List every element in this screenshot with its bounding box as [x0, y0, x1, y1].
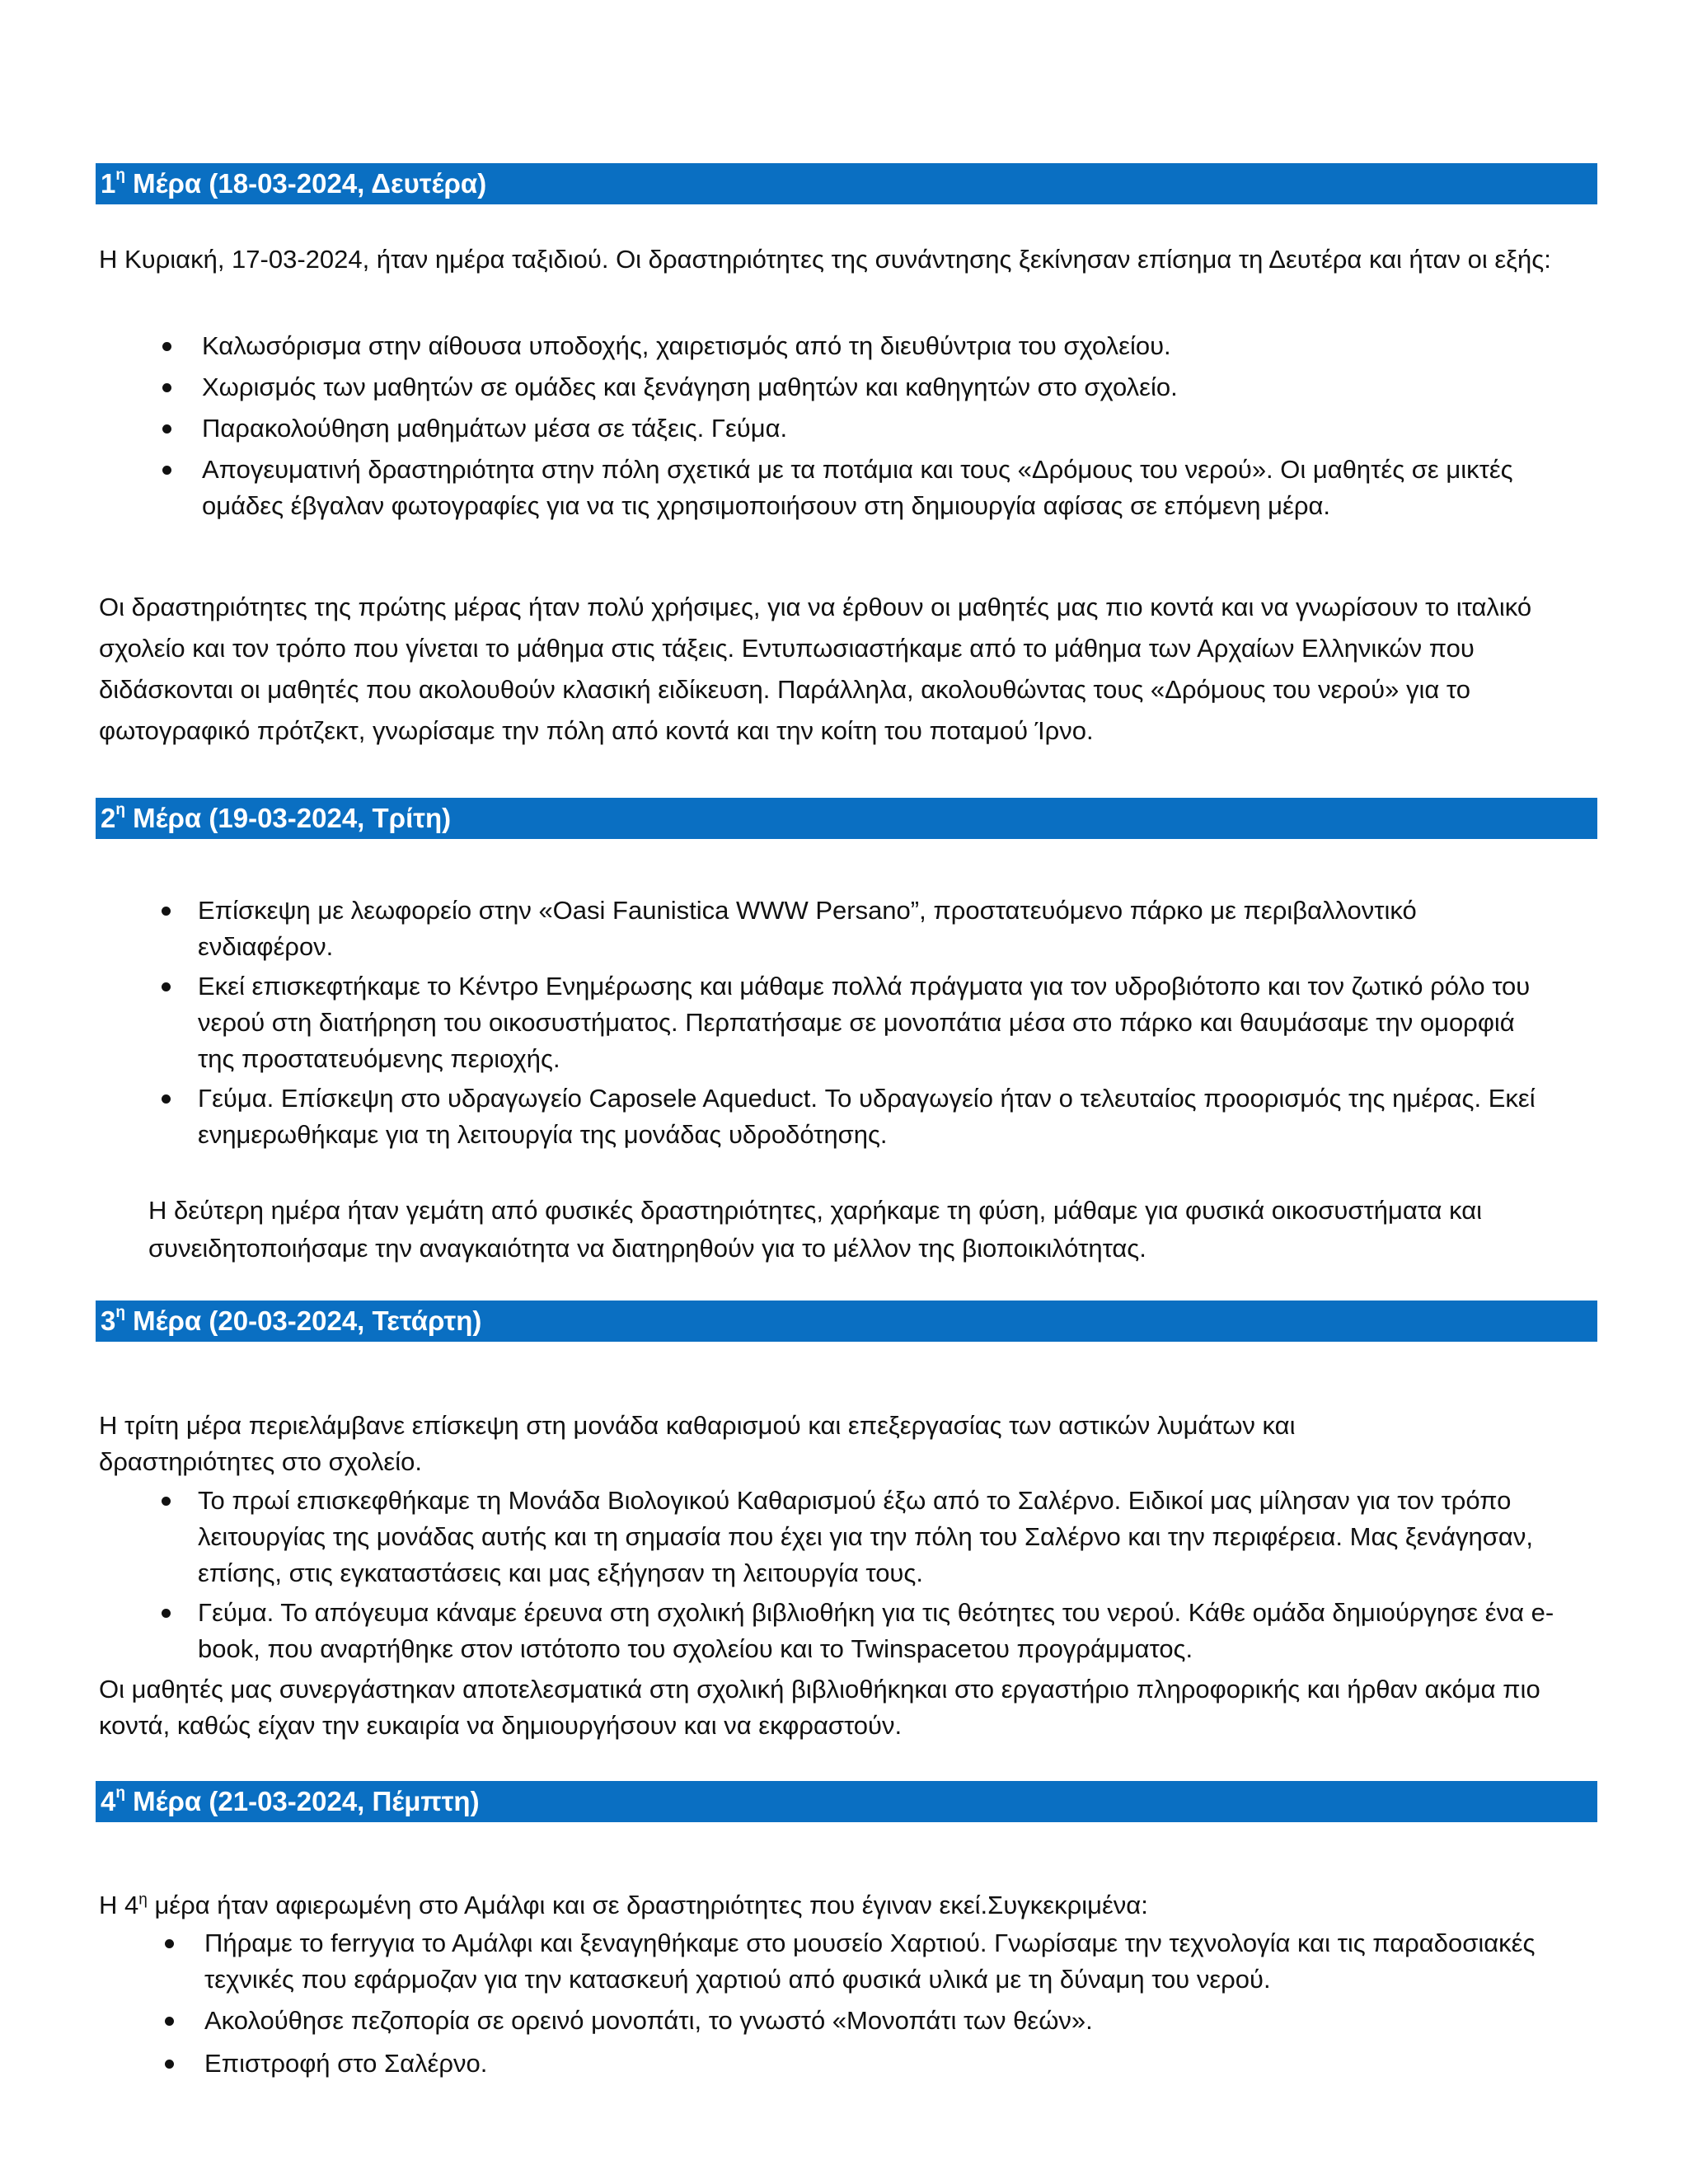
list-item-text: Απογευματινή δραστηριότητα στην πόλη σχετικά με τα ποτάμια και τους «Δρόμους του νερού». Οι μαθητές σε μικτές ομάδες έβγαλαν φωτογραφίες για να τις χρησιμοποιήσουν στη δημιουργία αφίσας σε επόμενη μέρα. [202, 455, 1513, 520]
day-1-intro: Η Κυριακή, 17-03-2024, ήταν ημέρα ταξιδιού. Οι δραστηριότητες της συνάντησης ξεκίνησαν επίσημα τη Δευτέρα και ήταν οι εξής: [99, 245, 1551, 274]
day-3-intro: Η τρίτη μέρα περιελάμβανε επίσκεψη στη μονάδα καθαρισμού και επεξεργασίας των αστικών λυμάτων και δραστηριότητες στο σχολείο. [99, 1411, 1296, 1476]
list-item-text: Εκεί επισκεφτήκαμε το Κέντρο Ενημέρωσης και μάθαμε πολλά πράγματα για τον υδροβιότοπο και τον ζωτικό ρόλο του νερού στη διατήρηση του οικοσυστήματος. Περπατήσαμε σε μονοπάτια μέσα στο πάρκο και θαυμάσαμε την ομορφιά της προστατευόμενης περιοχής. [198, 972, 1531, 1073]
bullet-dot [165, 2017, 174, 2026]
bullet-dot [162, 907, 171, 916]
list-item-text: Το πρωί επισκεφθήκαμε τη Μονάδα Βιολογικού Καθαρισμού έξω από το Σαλέρνο. Ειδικοί μας μίλησαν για τον τρόπο λειτουργίας της μονάδας αυτής και τη σημασία που έχει για την πόλη του Σαλέρνο και την περιφέρεια. Μας ξενάγησαν, επίσης, στις εγκαταστάσεις και μας εξήγησαν τη λειτουργία τους. [198, 1486, 1533, 1587]
list-item-text: Επίσκεψη με λεωφορείο στην «Oasi Faunistica WWW Persano”, προστατευόμενο πάρκο με περιβαλλοντικό ενδιαφέρον. [198, 896, 1417, 961]
day-2-heading-text: Μέρα (19-03-2024, Τρίτη) [124, 803, 452, 833]
day-4-intro [99, 1887, 1582, 1924]
day-2-bullet-list [198, 893, 1558, 1153]
list-item [198, 893, 1558, 965]
day-4-intro-rest: μέρα ήταν αφιερωμένη στο Αμάλφι και σε δραστηριότητες που έγιναν εκεί.Συγκεκριμένα: [147, 1891, 1148, 1919]
list-item [202, 328, 1587, 364]
bullet-dot [162, 342, 171, 351]
day-1-heading-text: Μέρα (18-03-2024, Δευτέρα) [124, 168, 487, 199]
list-item-text: Γεύμα. Επίσκεψη στο υδραγωγείο Caposele Aqueduct. Το υδραγωγείο ήταν ο τελευταίος προορισμός της ημέρας. Εκεί ενημερωθήκαμε για τη λειτουργία της μονάδας υδροδότησης. [198, 1084, 1536, 1149]
list-item-text: Καλωσόρισμα στην αίθουσα υποδοχής, χαιρετισμός από τη διευθύντρια του σχολείου. [202, 331, 1171, 360]
bullet-dot [162, 383, 171, 392]
day-1-ordinal: η [115, 166, 125, 184]
day-2-number: 2 [101, 803, 116, 833]
day-4-heading-text: Μέρα (21-03-2024, Πέμπτη) [124, 1786, 480, 1816]
list-item [202, 410, 1587, 447]
list-item [204, 2046, 1597, 2082]
day-4-intro-start: Η 4 [99, 1891, 139, 1919]
day-3-number: 3 [101, 1305, 116, 1336]
list-item [202, 452, 1587, 524]
day-3-heading [96, 1301, 1597, 1342]
day-4-ordinal: η [115, 1784, 125, 1802]
list-item-text: Παρακολούθηση μαθημάτων μέσα σε τάξεις. Γεύμα. [202, 414, 788, 443]
list-item [198, 968, 1558, 1077]
list-item [204, 2003, 1597, 2039]
bullet-dot [165, 2060, 174, 2069]
day-4-heading [96, 1781, 1597, 1822]
day-4-number: 4 [101, 1786, 116, 1816]
day-3-heading-text: Μέρα (20-03-2024, Τετάρτη) [124, 1305, 482, 1336]
list-item [202, 369, 1587, 405]
day-4-intro-ordinal: η [138, 1891, 148, 1909]
day-2-heading [96, 798, 1597, 839]
bullet-dot [165, 1939, 174, 1948]
list-item-text: Γεύμα. Το απόγευμα κάναμε έρευνα στη σχολική βιβλιοθήκη για τις θεότητες του νερού. Κάθε ομάδα δημιούργησε ένα e-book, που αναρτήθηκε στον ιστότοπο του σχολείου και το Twinspaceτου προγράμματος. [198, 1598, 1554, 1663]
bullet-dot [162, 466, 171, 475]
day-1-number: 1 [101, 168, 116, 199]
list-item [204, 1925, 1597, 1998]
bullet-dot [162, 1094, 171, 1104]
day-3-bullet-list [198, 1483, 1591, 1667]
list-item [198, 1595, 1591, 1667]
list-item [198, 1483, 1591, 1591]
bullet-dot [162, 424, 171, 434]
day-3-summary: Οι μαθητές μας συνεργάστηκαν αποτελεσματικά στη σχολική βιβλιοθήκηκαι στο εργαστήριο πληροφορικής και ήρθαν ακόμα πιο κοντά, καθώς είχαν την ευκαιρία να δημιουργήσουν και να εκφραστούν. [99, 1675, 1540, 1740]
list-item [198, 1080, 1558, 1153]
day-2-summary: Η δεύτερη ημέρα ήταν γεμάτη από φυσικές δραστηριότητες, χαρήκαμε τη φύση, μάθαμε για φυσικά οικοσυστήματα και συνειδητοποιήσαμε την αναγκαιότητα να διατηρηθούν για το μέλλον της βιοποικιλότητας. [148, 1196, 1483, 1263]
bullet-dot [162, 1497, 171, 1506]
day-4-bullet-list [204, 1925, 1597, 2082]
bullet-dot [162, 1609, 171, 1618]
list-item-text: Χωρισμός των μαθητών σε ομάδες και ξενάγηση μαθητών και καθηγητών στο σχολείο. [202, 373, 1178, 401]
day-1-heading [96, 163, 1597, 204]
day-1-summary: Οι δραστηριότητες της πρώτης μέρας ήταν πολύ χρήσιμες, για να έρθουν οι μαθητές μας πιο κοντά και να γνωρίσουν το ιταλικό σχολείο και τον τρόπο που γίνεται το μάθημα στις τάξεις. Εντυπωσιαστήκαμε από το μάθημα των Αρχαίων Ελληνικών που διδάσκονται οι μαθητές που ακολουθούν κλασική ειδίκευση. Παράλληλα, ακολουθώντας τους «Δρόμους του νερού» για το φωτογραφικό πρότζεκτ, γνωρίσαμε την πόλη από κοντά και την κοίτη του ποταμού Ίρνο. [99, 593, 1532, 745]
list-item-text: Πήραμε το ferryγια το Αμάλφι και ξεναγηθήκαμε στο μουσείο Χαρτιού. Γνωρίσαμε την τεχνολογία και τις παραδοσιακές τεχνικές που εφάρμοζαν για την κατασκευή χαρτιού από φυσικά υλικά με τη δύναμη του νερού. [204, 1929, 1536, 1994]
day-1-bullet-list [202, 328, 1587, 524]
bullet-dot [162, 982, 171, 991]
day-2-ordinal: η [115, 801, 125, 818]
day-3-ordinal: η [115, 1304, 125, 1321]
list-item-text: Ακολούθησε πεζοπορία σε ορεινό μονοπάτι, το γνωστό «Μονοπάτι των θεών». [204, 2006, 1093, 2035]
list-item-text: Επιστροφή στο Σαλέρνο. [204, 2049, 488, 2078]
